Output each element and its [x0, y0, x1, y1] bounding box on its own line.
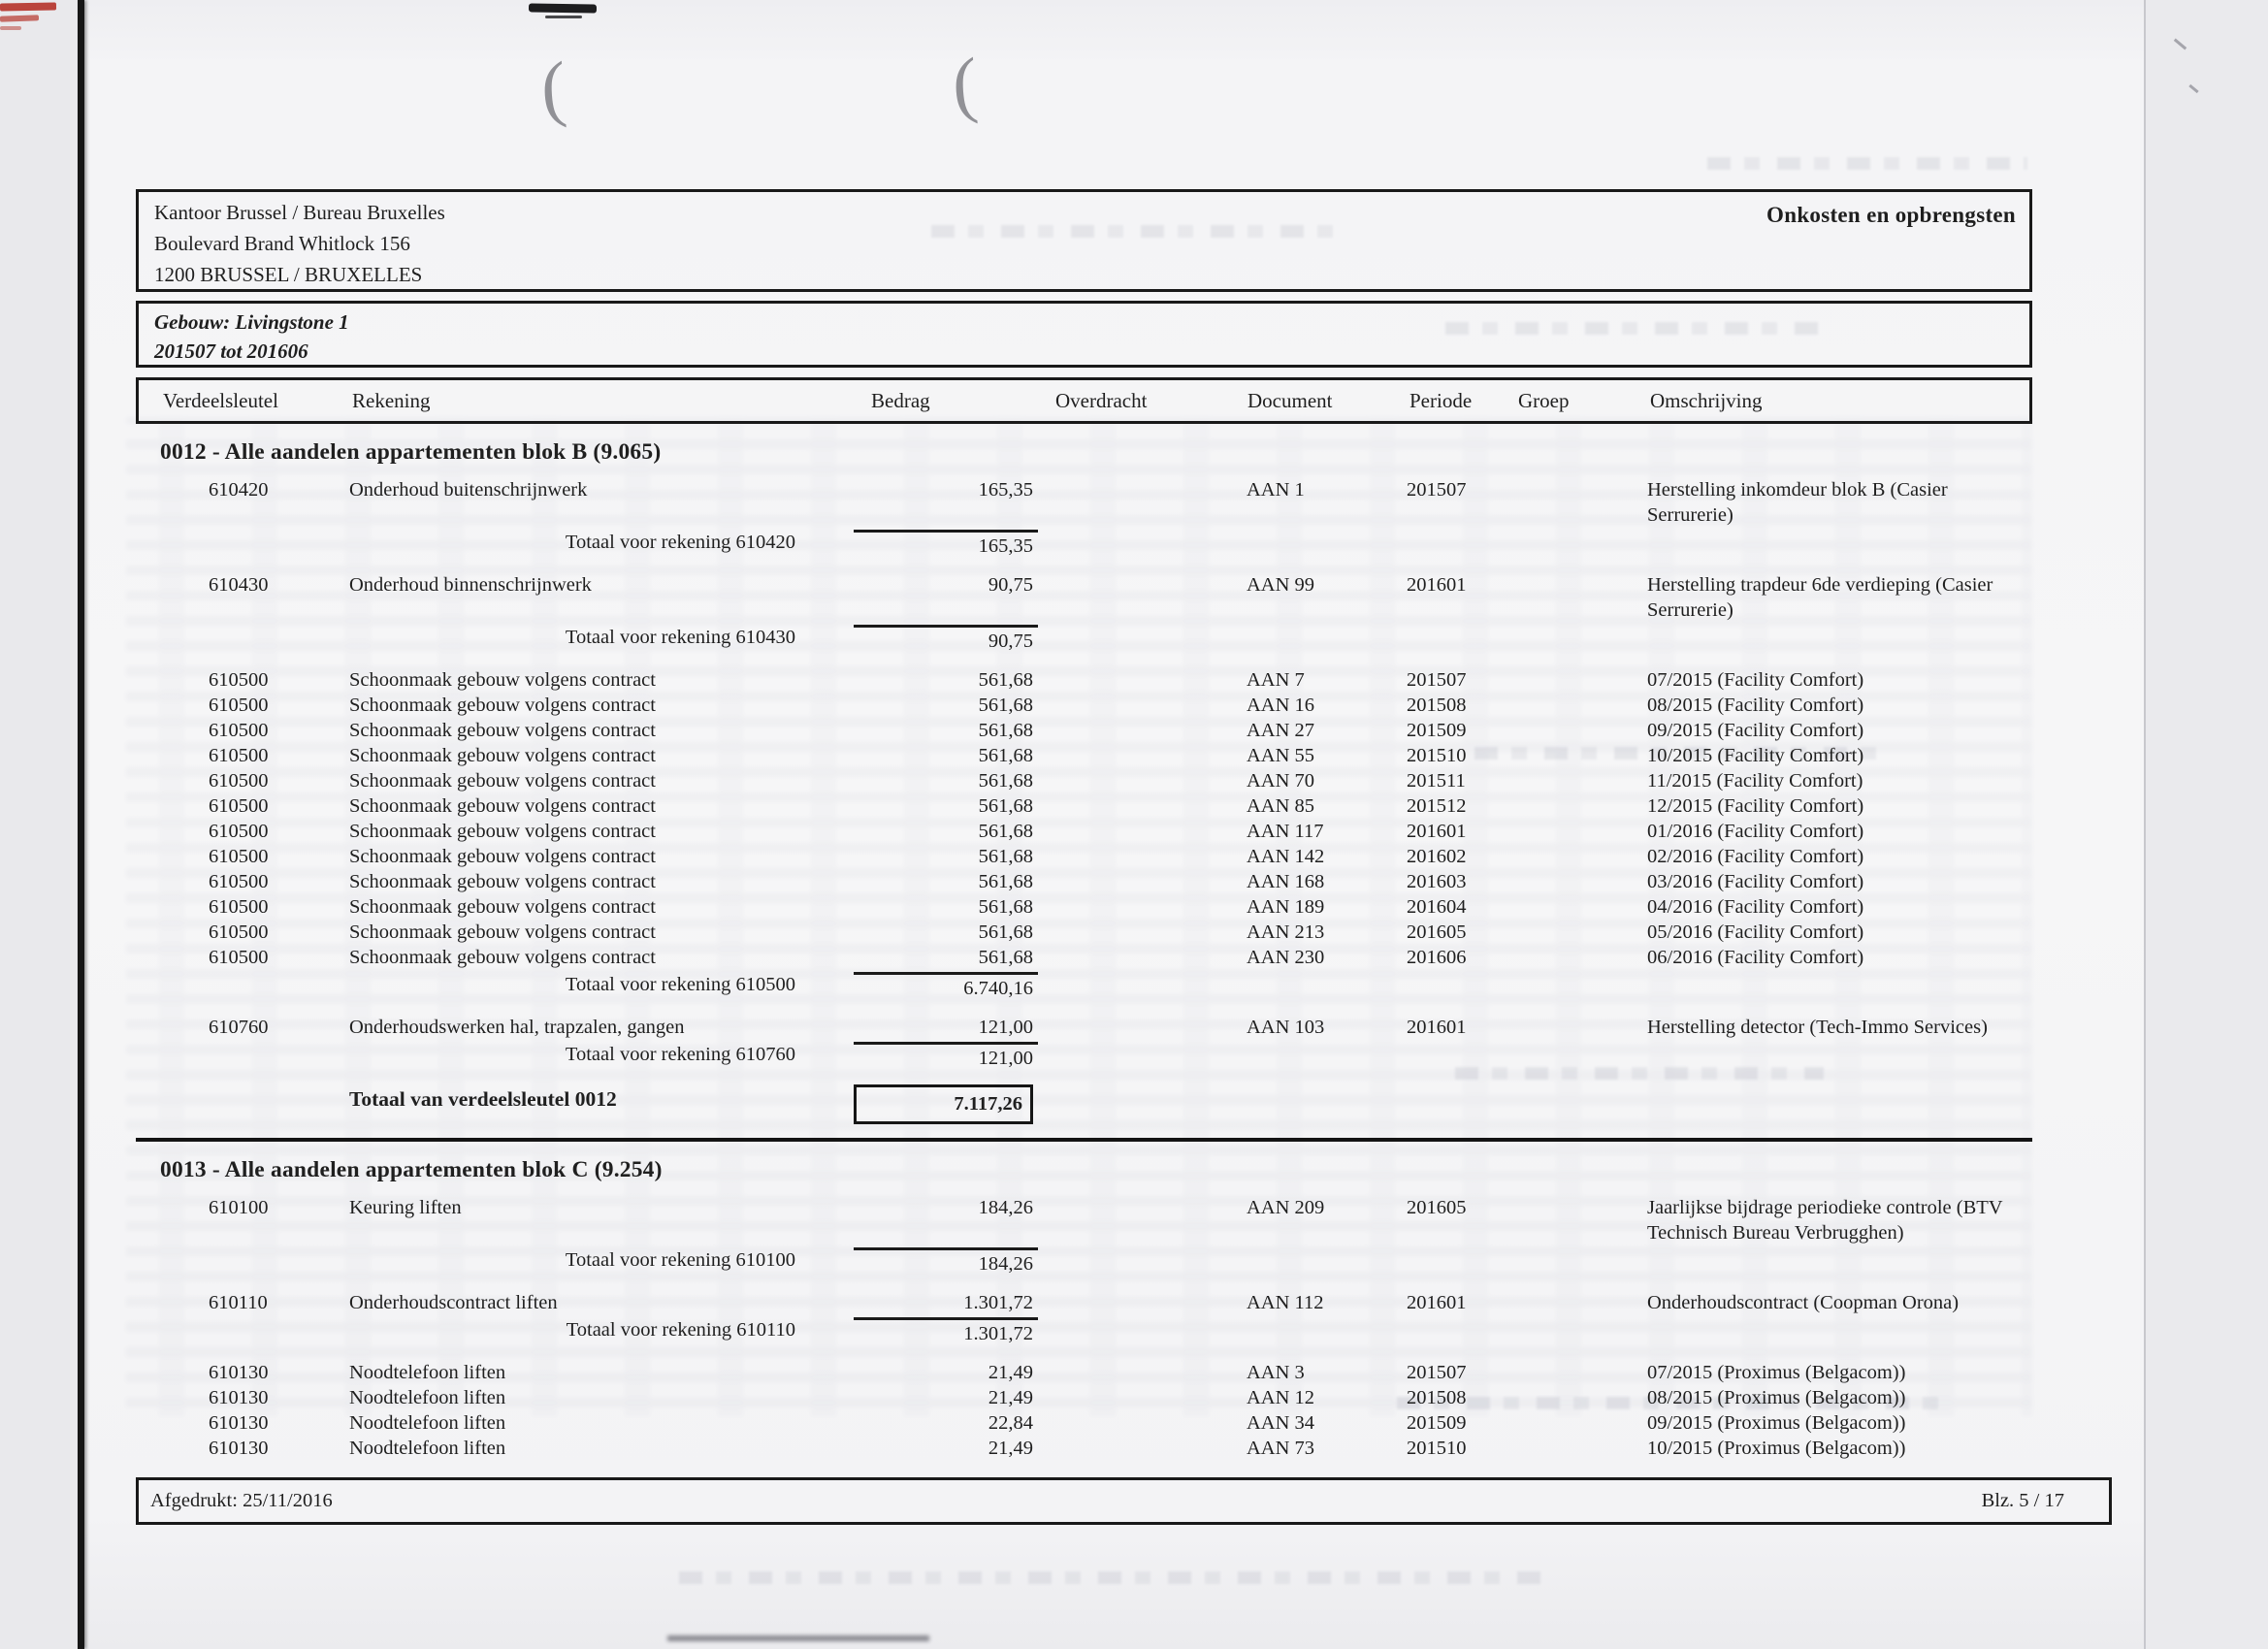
account-number: 610500	[209, 821, 269, 842]
amount-value: 21,49	[988, 1387, 1033, 1408]
spacer-cell	[136, 1042, 349, 1071]
column-header-groep: Groep	[1518, 388, 1570, 412]
account-number: 610500	[209, 669, 269, 691]
groep-cell	[1499, 945, 1630, 970]
bleedthrough-artifact	[1707, 157, 2027, 170]
paper-edge-line	[2144, 0, 2146, 1649]
amount-value: 184,26	[978, 1197, 1033, 1218]
document-ref: AAN 103	[1247, 1017, 1325, 1038]
period-value: 201601	[1407, 574, 1467, 596]
overdracht-cell	[1038, 1015, 1227, 1040]
account-description: Schoonmaak gebouw volgens contract	[349, 922, 656, 943]
account-description: Onderhoudscontract liften	[349, 1292, 558, 1313]
account-total-row	[136, 1042, 2032, 1071]
document-ref: AAN 16	[1247, 695, 1315, 716]
section-total-label: Totaal van verdeelsleutel 0012	[349, 1087, 617, 1111]
account-number: 610130	[209, 1412, 269, 1434]
account-total-label: Totaal voor rekening 610760	[565, 1044, 795, 1065]
amount-value: 561,68	[978, 770, 1033, 792]
groep-cell	[1499, 572, 1630, 623]
amount-value: 561,68	[978, 669, 1033, 691]
office-address-box	[136, 189, 2032, 292]
spacer-cell	[136, 1084, 349, 1124]
groep-cell	[1499, 819, 1630, 844]
account-description: Onderhoudswerken hal, trapzalen, gangen	[349, 1017, 685, 1038]
account-description: Onderhoud buitenschrijnwerk	[349, 479, 588, 501]
account-group	[136, 1290, 2032, 1346]
period-value: 201605	[1407, 922, 1467, 943]
period-value: 201605	[1407, 1197, 1467, 1218]
description-note: 07/2015 (Facility Comfort)	[1647, 669, 1864, 691]
table-row	[136, 819, 2032, 844]
groep-cell	[1499, 1436, 1630, 1461]
document-ref: AAN 73	[1247, 1438, 1315, 1459]
overdracht-cell	[1038, 1290, 1227, 1315]
description-note: 04/2016 (Facility Comfort)	[1647, 896, 1864, 918]
account-number: 610500	[209, 770, 269, 792]
account-number: 610500	[209, 922, 269, 943]
groep-cell	[1499, 718, 1630, 743]
description-note: Herstelling inkomdeur blok B (Casier Serrurerie)	[1647, 479, 1948, 526]
account-total-amount: 6.740,16	[854, 972, 1038, 1001]
groep-cell	[1499, 477, 1630, 528]
account-description: Schoonmaak gebouw volgens contract	[349, 846, 656, 867]
account-number: 610500	[209, 947, 269, 968]
document-ref: AAN 34	[1247, 1412, 1315, 1434]
spacer-cell	[136, 972, 349, 1001]
account-description: Noodtelefoon liften	[349, 1438, 506, 1459]
table-row	[136, 718, 2032, 743]
account-number: 610500	[209, 720, 269, 741]
table-row	[136, 477, 2032, 528]
description-note: 01/2016 (Facility Comfort)	[1647, 821, 1864, 842]
account-number: 610130	[209, 1387, 269, 1408]
groep-cell	[1499, 920, 1630, 945]
document-ref: AAN 3	[1247, 1362, 1305, 1383]
period-value: 201603	[1407, 871, 1467, 892]
document-ref: AAN 70	[1247, 770, 1315, 792]
groep-cell	[1499, 1195, 1630, 1245]
description-note: 05/2016 (Facility Comfort)	[1647, 922, 1864, 943]
amount-value: 1.301,72	[963, 1292, 1033, 1313]
account-description: Onderhoud binnenschrijnwerk	[349, 574, 592, 596]
table-row	[136, 1436, 2032, 1461]
table-row	[136, 667, 2032, 693]
overdracht-cell	[1038, 667, 1227, 693]
amount-value: 21,49	[988, 1438, 1033, 1459]
overdracht-cell	[1038, 920, 1227, 945]
section-title: 0012 - Alle aandelen appartementen blok B (9.065)	[160, 439, 662, 465]
table-row	[136, 945, 2032, 970]
account-total-row	[136, 1247, 2032, 1277]
amount-value: 561,68	[978, 896, 1033, 918]
account-description: Noodtelefoon liften	[349, 1387, 506, 1408]
document-ref: AAN 99	[1247, 574, 1315, 596]
table-row	[136, 793, 2032, 819]
overdracht-cell	[1038, 1385, 1227, 1410]
period-value: 201602	[1407, 846, 1467, 867]
overdracht-cell	[1038, 945, 1227, 970]
document-ref: AAN 209	[1247, 1197, 1325, 1218]
account-description: Keuring liften	[349, 1197, 462, 1218]
document-ref: AAN 7	[1247, 669, 1305, 691]
groep-cell	[1499, 743, 1630, 768]
overdracht-cell	[1038, 844, 1227, 869]
amount-value: 561,68	[978, 846, 1033, 867]
red-pen-mark	[0, 2, 56, 11]
overdracht-cell	[1038, 1360, 1227, 1385]
account-group	[136, 667, 2032, 1001]
description-note: 09/2015 (Facility Comfort)	[1647, 720, 1864, 741]
period-value: 201507	[1407, 479, 1467, 501]
period-value: 201601	[1407, 1017, 1467, 1038]
building-info-box	[136, 301, 2032, 368]
table-row	[136, 894, 2032, 920]
table-row	[136, 1195, 2032, 1245]
table-row	[136, 1290, 2032, 1315]
groep-cell	[1499, 844, 1630, 869]
overdracht-cell	[1038, 1195, 1227, 1245]
description-note: 09/2015 (Proximus (Belgacom))	[1647, 1412, 1906, 1434]
account-number: 610430	[209, 574, 269, 596]
account-number: 610500	[209, 871, 269, 892]
amount-value: 561,68	[978, 947, 1033, 968]
section-title: 0013 - Alle aandelen appartementen blok C (9.254)	[160, 1157, 663, 1182]
groep-cell	[1499, 693, 1630, 718]
column-header-rekening: Rekening	[352, 388, 431, 412]
page-number: Blz. 5 / 17	[1981, 1490, 2064, 1511]
table-row	[136, 1015, 2032, 1040]
amount-value: 22,84	[988, 1412, 1033, 1434]
account-group	[136, 1360, 2032, 1461]
overdracht-cell	[1038, 768, 1227, 793]
account-number: 610130	[209, 1362, 269, 1383]
account-description: Schoonmaak gebouw volgens contract	[349, 947, 656, 968]
period-value: 201509	[1407, 720, 1467, 741]
column-header-omschrijving: Omschrijving	[1650, 388, 1763, 412]
account-group	[136, 1195, 2032, 1277]
spacer-cell	[136, 530, 349, 559]
account-total-amount: 1.301,72	[854, 1317, 1038, 1346]
account-description: Schoonmaak gebouw volgens contract	[349, 896, 656, 918]
period-value: 201606	[1407, 947, 1467, 968]
amount-value: 561,68	[978, 795, 1033, 817]
account-total-amount: 165,35	[854, 530, 1038, 559]
period-value: 201508	[1407, 695, 1467, 716]
table-row	[136, 743, 2032, 768]
table-row	[136, 768, 2032, 793]
amount-value: 561,68	[978, 821, 1033, 842]
description-note: 10/2015 (Proximus (Belgacom))	[1647, 1438, 1906, 1459]
overdracht-cell	[1038, 869, 1227, 894]
red-pen-mark	[0, 15, 39, 21]
document-ref: AAN 112	[1247, 1292, 1324, 1313]
spacer-cell	[136, 1247, 349, 1277]
table-row	[136, 693, 2032, 718]
description-note: 10/2015 (Facility Comfort)	[1647, 745, 1864, 766]
table-row	[136, 844, 2032, 869]
document-ref: AAN 27	[1247, 720, 1315, 741]
account-total-amount: 121,00	[854, 1042, 1038, 1071]
account-description: Noodtelefoon liften	[349, 1362, 506, 1383]
page-footer-box	[136, 1477, 2112, 1525]
account-total-label: Totaal voor rekening 610100	[565, 1249, 795, 1271]
account-group	[136, 1015, 2032, 1071]
document-ref: AAN 55	[1247, 745, 1315, 766]
description-note: 07/2015 (Proximus (Belgacom))	[1647, 1362, 1906, 1383]
period-value: 201601	[1407, 821, 1467, 842]
paper-left-edge-shadow	[78, 0, 84, 1649]
account-description: Schoonmaak gebouw volgens contract	[349, 871, 656, 892]
section-divider	[136, 1138, 2032, 1142]
spacer-cell	[136, 625, 349, 654]
account-description: Schoonmaak gebouw volgens contract	[349, 669, 656, 691]
account-group	[136, 572, 2032, 654]
account-number: 610500	[209, 896, 269, 918]
account-number: 610500	[209, 745, 269, 766]
groep-cell	[1499, 1410, 1630, 1436]
column-header-verdeelsleutel: Verdeelsleutel	[163, 388, 278, 412]
account-total-row	[136, 972, 2032, 1001]
account-total-row	[136, 530, 2032, 559]
report-title: Onkosten en opbrengsten	[1766, 203, 2016, 227]
scan-smudge	[667, 1635, 929, 1641]
document-ref: AAN 230	[1247, 947, 1325, 968]
section-total-amount: 7.117,26	[854, 1084, 1033, 1124]
document-ref: AAN 85	[1247, 795, 1315, 817]
document-ref: AAN 117	[1247, 821, 1324, 842]
column-header-document: Document	[1247, 388, 1333, 412]
document-ref: AAN 1	[1247, 479, 1305, 501]
period-value: 201511	[1407, 770, 1466, 792]
red-pen-mark	[0, 26, 21, 30]
period-value: 201601	[1407, 1292, 1467, 1313]
account-description: Noodtelefoon liften	[349, 1412, 506, 1434]
overdracht-cell	[1038, 477, 1227, 528]
groep-cell	[1499, 1015, 1630, 1040]
section-total-row	[136, 1084, 2032, 1124]
groep-cell	[1499, 1385, 1630, 1410]
description-note: 08/2015 (Facility Comfort)	[1647, 695, 1864, 716]
document-ref: AAN 168	[1247, 871, 1325, 892]
account-total-label: Totaal voor rekening 610110	[566, 1319, 795, 1341]
description-note: 06/2016 (Facility Comfort)	[1647, 947, 1864, 968]
section-total-amount-cell	[854, 1084, 1038, 1124]
overdracht-cell	[1038, 743, 1227, 768]
amount-value: 90,75	[988, 574, 1033, 596]
account-description: Schoonmaak gebouw volgens contract	[349, 745, 656, 766]
account-total-row	[136, 1317, 2032, 1346]
groep-cell	[1499, 1360, 1630, 1385]
account-total-amount: 90,75	[854, 625, 1038, 654]
period-value: 201604	[1407, 896, 1467, 918]
groep-cell	[1499, 667, 1630, 693]
overdracht-cell	[1038, 894, 1227, 920]
account-description: Schoonmaak gebouw volgens contract	[349, 695, 656, 716]
account-total-label: Totaal voor rekening 610430	[565, 627, 795, 648]
account-total-row	[136, 625, 2032, 654]
scan-smudge	[545, 16, 582, 18]
account-description: Schoonmaak gebouw volgens contract	[349, 795, 656, 817]
overdracht-cell	[1038, 1410, 1227, 1436]
amount-value: 561,68	[978, 922, 1033, 943]
document-ref: AAN 12	[1247, 1387, 1315, 1408]
account-total-amount: 184,26	[854, 1247, 1038, 1277]
amount-value: 121,00	[978, 1017, 1033, 1038]
groep-cell	[1499, 1290, 1630, 1315]
table-row	[136, 1360, 2032, 1385]
period-value: 201508	[1407, 1387, 1467, 1408]
report-content	[136, 189, 2032, 1474]
account-number: 610110	[209, 1292, 268, 1313]
scan-smudge	[529, 3, 597, 13]
table-row	[136, 1385, 2032, 1410]
column-header-periode: Periode	[1409, 388, 1473, 412]
account-number: 610500	[209, 795, 269, 817]
overdracht-cell	[1038, 819, 1227, 844]
description-note: 11/2015 (Facility Comfort)	[1647, 770, 1863, 792]
office-line: 1200 BRUSSEL / BRUXELLES	[154, 263, 423, 286]
period-value: 201510	[1407, 1438, 1467, 1459]
office-line: Kantoor Brussel / Bureau Bruxelles	[154, 201, 445, 224]
groep-cell	[1499, 768, 1630, 793]
amount-value: 561,68	[978, 720, 1033, 741]
scan-right-margin	[2146, 0, 2268, 1649]
account-number: 610500	[209, 695, 269, 716]
document-ref: AAN 142	[1247, 846, 1325, 867]
table-header-box	[136, 377, 2032, 424]
column-header-bedrag: Bedrag	[871, 388, 930, 412]
amount-value: 561,68	[978, 695, 1033, 716]
description-note: Onderhoudscontract (Coopman Orona)	[1647, 1292, 1960, 1313]
office-line: Boulevard Brand Whitlock 156	[154, 232, 410, 255]
amount-value: 21,49	[988, 1362, 1033, 1383]
table-row	[136, 869, 2032, 894]
period-value: 201509	[1407, 1412, 1467, 1434]
overdracht-cell	[1038, 572, 1227, 623]
account-description: Schoonmaak gebouw volgens contract	[349, 720, 656, 741]
document-ref: AAN 189	[1247, 896, 1325, 918]
period-value: 201512	[1407, 795, 1467, 817]
description-note: 12/2015 (Facility Comfort)	[1647, 795, 1864, 817]
table-row	[136, 920, 2032, 945]
description-note: Jaarlijkse bijdrage periodieke controle (BTV Technisch Bureau Verbrugghen)	[1647, 1197, 2003, 1244]
overdracht-cell	[1038, 718, 1227, 743]
account-number: 610760	[209, 1017, 269, 1038]
bleedthrough-artifact	[679, 1571, 1552, 1584]
description-note: Herstelling trapdeur 6de verdieping (Casier Serrurerie)	[1647, 574, 1993, 621]
description-note: 03/2016 (Facility Comfort)	[1647, 871, 1864, 892]
description-note: 08/2015 (Proximus (Belgacom))	[1647, 1387, 1906, 1408]
printed-date: Afgedrukt: 25/11/2016	[150, 1490, 333, 1511]
account-number: 610130	[209, 1438, 269, 1459]
groep-cell	[1499, 894, 1630, 920]
description-note: Herstelling detector (Tech-Immo Services)	[1647, 1017, 1988, 1038]
groep-cell	[1499, 869, 1630, 894]
overdracht-cell	[1038, 793, 1227, 819]
amount-value: 561,68	[978, 745, 1033, 766]
description-note: 02/2016 (Facility Comfort)	[1647, 846, 1864, 867]
table-body	[136, 439, 2032, 1461]
account-total-label: Totaal voor rekening 610420	[565, 532, 795, 553]
account-description: Schoonmaak gebouw volgens contract	[349, 821, 656, 842]
amount-value: 561,68	[978, 871, 1033, 892]
spacer-cell	[136, 1317, 349, 1346]
building-name: Gebouw: Livingstone 1	[154, 310, 349, 334]
table-header-row	[139, 380, 2029, 421]
account-number: 610100	[209, 1197, 269, 1218]
account-number: 610420	[209, 479, 269, 501]
account-description: Schoonmaak gebouw volgens contract	[349, 770, 656, 792]
overdracht-cell	[1038, 693, 1227, 718]
table-row	[136, 572, 2032, 623]
amount-value: 165,35	[978, 479, 1033, 501]
building-period: 201507 tot 201606	[154, 340, 308, 363]
groep-cell	[1499, 793, 1630, 819]
overdracht-cell	[1038, 1436, 1227, 1461]
document-ref: AAN 213	[1247, 922, 1325, 943]
period-value: 201507	[1407, 669, 1467, 691]
account-group	[136, 477, 2032, 559]
table-row	[136, 1410, 2032, 1436]
period-value: 201507	[1407, 1362, 1467, 1383]
account-number: 610500	[209, 846, 269, 867]
column-header-overdracht: Overdracht	[1055, 388, 1148, 412]
period-value: 201510	[1407, 745, 1467, 766]
account-total-label: Totaal voor rekening 610500	[565, 974, 795, 995]
